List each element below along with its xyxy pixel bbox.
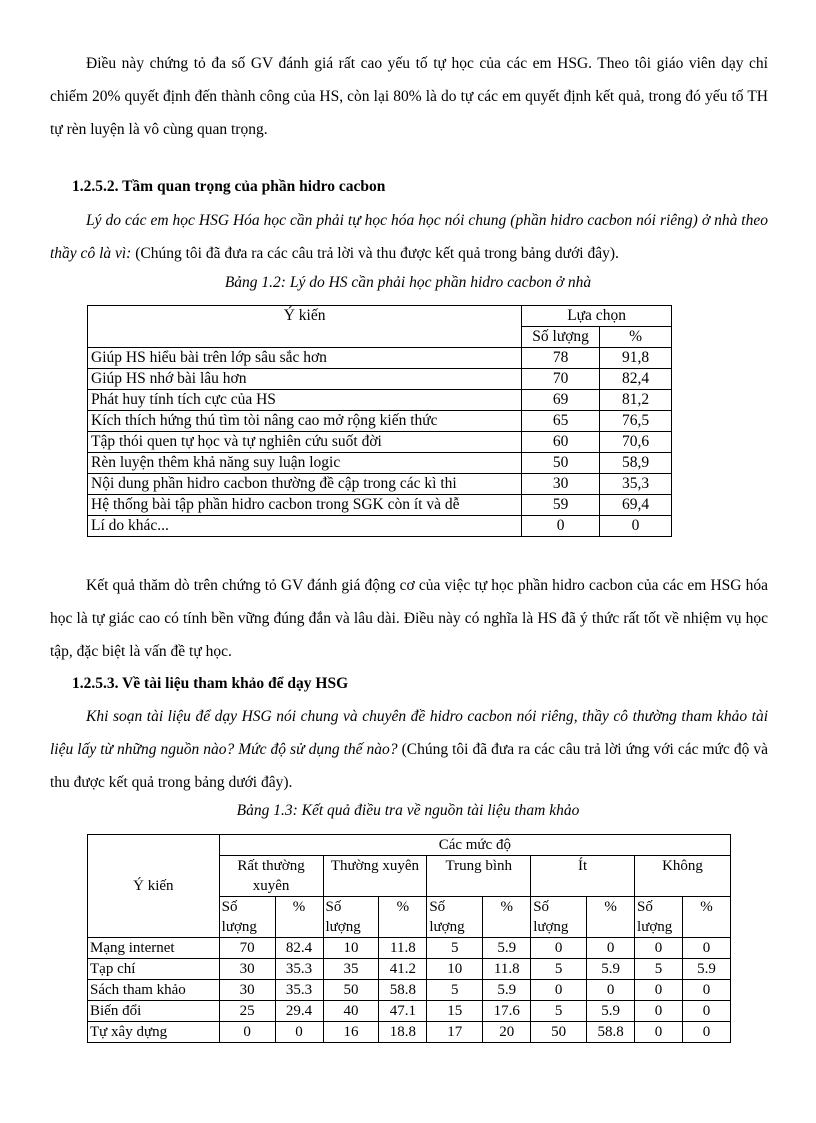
cell-percent: 35,3	[600, 474, 672, 495]
section-heading-1-2-5-3: 1.2.5.3. Về tài liệu tham khảo để dạy HSG	[72, 675, 349, 692]
header-level: Thường xuyên	[323, 856, 427, 897]
table-1-3-caption: Bảng 1.3: Kết quả điều tra về nguồn tài liệu tham khảo	[236, 802, 580, 819]
header-percent: %	[483, 897, 531, 938]
section-1-2-5-2-question	[50, 204, 768, 270]
question-rest: (Chúng tôi đã đưa ra các câu trả lời ứng với các mức độ và thu được kết quả trong bảng dưới đây).	[50, 741, 768, 791]
cell-opinion: Lí do khác...	[88, 516, 522, 537]
header-opinion: Ý kiến	[88, 306, 522, 348]
cell-count: 5	[427, 938, 483, 959]
table-row	[88, 390, 672, 411]
header-level: Trung bình	[427, 856, 531, 897]
cell-count: 0	[635, 1001, 683, 1022]
cell-opinion: Giúp HS nhớ bài lâu hơn	[88, 369, 522, 390]
cell-percent: 58.8	[587, 1022, 635, 1043]
cell-percent: 5.9	[483, 980, 531, 1001]
cell-count: 0	[635, 980, 683, 1001]
cell-percent: 0	[275, 1022, 323, 1043]
cell-count: 5	[531, 959, 587, 980]
cell-percent: 82,4	[600, 369, 672, 390]
table-row	[88, 980, 731, 1001]
cell-opinion: Nội dung phần hidro cacbon thường đề cập trong các kì thi	[88, 474, 522, 495]
table-row	[88, 1001, 731, 1022]
header-opinion: Ý kiến	[88, 835, 220, 938]
cell-percent: 58,9	[600, 453, 672, 474]
table-row	[88, 959, 731, 980]
table-row	[88, 474, 672, 495]
header-percent: %	[682, 897, 730, 938]
cell-percent: 35.3	[275, 980, 323, 1001]
table-row	[88, 369, 672, 390]
cell-opinion: Sách tham khảo	[88, 980, 220, 1001]
table-row	[88, 516, 672, 537]
cell-opinion: Phát huy tính tích cực của HS	[88, 390, 522, 411]
table-row	[88, 348, 672, 369]
cell-percent: 69,4	[600, 495, 672, 516]
header-count: Số lượng	[323, 897, 379, 938]
cell-opinion: Kích thích hứng thú tìm tòi nâng cao mở rộng kiến thức	[88, 411, 522, 432]
cell-count: 50	[531, 1022, 587, 1043]
cell-opinion: Hệ thống bài tập phần hidro cacbon trong SGK còn ít và dễ	[88, 495, 522, 516]
cell-percent: 20	[483, 1022, 531, 1043]
header-percent: %	[379, 897, 427, 938]
table-1-3	[87, 834, 731, 1043]
cell-percent: 0	[600, 516, 672, 537]
cell-count: 5	[427, 980, 483, 1001]
header-percent: %	[600, 327, 672, 348]
table-row	[88, 495, 672, 516]
header-choice: Lựa chọn	[522, 306, 672, 327]
header-percent: %	[587, 897, 635, 938]
header-count: Số lượng	[635, 897, 683, 938]
cell-count: 59	[522, 495, 600, 516]
cell-count: 70	[219, 938, 275, 959]
cell-opinion: Mạng internet	[88, 938, 220, 959]
header-level: Không	[635, 856, 731, 897]
cell-percent: 11.8	[379, 938, 427, 959]
cell-count: 30	[219, 959, 275, 980]
cell-count: 50	[522, 453, 600, 474]
header-levels: Các mức độ	[219, 835, 730, 856]
cell-opinion: Rèn luyện thêm khả năng suy luận logic	[88, 453, 522, 474]
cell-percent: 5.9	[483, 938, 531, 959]
cell-count: 10	[323, 938, 379, 959]
table-row	[88, 938, 731, 959]
table-row	[88, 432, 672, 453]
header-count: Số lượng	[522, 327, 600, 348]
header-count: Số lượng	[531, 897, 587, 938]
cell-percent: 41.2	[379, 959, 427, 980]
question-italic: Lý do các em học HSG Hóa học cần phải tự học hóa học nói chung (phần hidro cacbon nói riêng) ở nhà theo thầy cô là vì:	[50, 212, 768, 262]
question-italic: Khi soạn tài liệu để dạy HSG nói chung và chuyên đề hidro cacbon nói riêng, thầy cô thường tham khảo tài liệu lấy từ những nguồn nào? Mức độ sử dụng thế nào?	[50, 708, 768, 758]
cell-percent: 5.9	[587, 959, 635, 980]
cell-count: 17	[427, 1022, 483, 1043]
cell-percent: 5.9	[587, 1001, 635, 1022]
table-row	[88, 1022, 731, 1043]
cell-percent: 82.4	[275, 938, 323, 959]
cell-percent: 5.9	[682, 959, 730, 980]
cell-percent: 0	[587, 980, 635, 1001]
section-heading-1-2-5-2: 1.2.5.2. Tầm quan trọng của phần hidro cacbon	[72, 178, 386, 195]
cell-count: 50	[323, 980, 379, 1001]
table-row	[88, 411, 672, 432]
cell-opinion: Tạp chí	[88, 959, 220, 980]
cell-opinion: Giúp HS hiểu bài trên lớp sâu sắc hơn	[88, 348, 522, 369]
cell-percent: 11.8	[483, 959, 531, 980]
cell-percent: 29.4	[275, 1001, 323, 1022]
cell-count: 30	[219, 980, 275, 1001]
intro-paragraph: Điều này chứng tỏ đa số GV đánh giá rất cao yếu tố tự học của các em HSG. Theo tôi giáo viên dạy chỉ chiếm 20% quyết định đến thành công của HS, còn lại 80% là do tự các em quyết định kết quả, trong đó yếu tố TH tự rèn luyện là vô cùng quan trọng.	[50, 55, 768, 138]
cell-percent: 70,6	[600, 432, 672, 453]
section-1-2-5-3-question	[50, 700, 768, 799]
cell-percent: 0	[682, 1022, 730, 1043]
header-count: Số lượng	[219, 897, 275, 938]
cell-opinion: Tập thói quen tự học và tự nghiên cứu suốt đời	[88, 432, 522, 453]
cell-count: 0	[635, 938, 683, 959]
cell-percent: 0	[682, 938, 730, 959]
cell-count: 16	[323, 1022, 379, 1043]
cell-percent: 91,8	[600, 348, 672, 369]
cell-count: 0	[522, 516, 600, 537]
cell-opinion: Tự xây dựng	[88, 1022, 220, 1043]
cell-count: 0	[531, 938, 587, 959]
header-level: Rất thường xuyên	[219, 856, 323, 897]
cell-count: 70	[522, 369, 600, 390]
table-row	[88, 453, 672, 474]
result-paragraph: Kết quả thăm dò trên chứng tỏ GV đánh giá động cơ của việc tự học phần hidro cacbon của các em HSG hóa học là tự giác cao có tính bền vững đúng đắn và lâu dài. Điều này có nghĩa là HS đã ý thức rất tốt về nhiệm vụ học tập, đặc biệt là vấn đề tự học.	[50, 577, 768, 660]
question-rest: (Chúng tôi đã đưa ra các câu trả lời và thu được kết quả trong bảng dưới đây).	[135, 245, 619, 262]
cell-count: 69	[522, 390, 600, 411]
cell-count: 15	[427, 1001, 483, 1022]
cell-percent: 58.8	[379, 980, 427, 1001]
header-percent: %	[275, 897, 323, 938]
cell-count: 5	[531, 1001, 587, 1022]
cell-count: 25	[219, 1001, 275, 1022]
cell-percent: 0	[587, 938, 635, 959]
cell-count: 60	[522, 432, 600, 453]
cell-count: 35	[323, 959, 379, 980]
cell-percent: 81,2	[600, 390, 672, 411]
cell-percent: 35.3	[275, 959, 323, 980]
cell-count: 40	[323, 1001, 379, 1022]
cell-count: 0	[635, 1022, 683, 1043]
cell-count: 0	[531, 980, 587, 1001]
cell-percent: 0	[682, 980, 730, 1001]
cell-opinion: Biến đổi	[88, 1001, 220, 1022]
cell-count: 5	[635, 959, 683, 980]
header-count: Số lượng	[427, 897, 483, 938]
table-1-2-caption: Bảng 1.2: Lý do HS cần phải học phần hidro cacbon ở nhà	[224, 274, 592, 291]
cell-percent: 0	[682, 1001, 730, 1022]
cell-percent: 76,5	[600, 411, 672, 432]
cell-count: 30	[522, 474, 600, 495]
cell-percent: 17.6	[483, 1001, 531, 1022]
cell-percent: 18.8	[379, 1022, 427, 1043]
cell-count: 10	[427, 959, 483, 980]
cell-count: 65	[522, 411, 600, 432]
cell-percent: 47.1	[379, 1001, 427, 1022]
cell-count: 78	[522, 348, 600, 369]
cell-count: 0	[219, 1022, 275, 1043]
header-level: Ít	[531, 856, 635, 897]
table-1-2	[87, 305, 672, 537]
